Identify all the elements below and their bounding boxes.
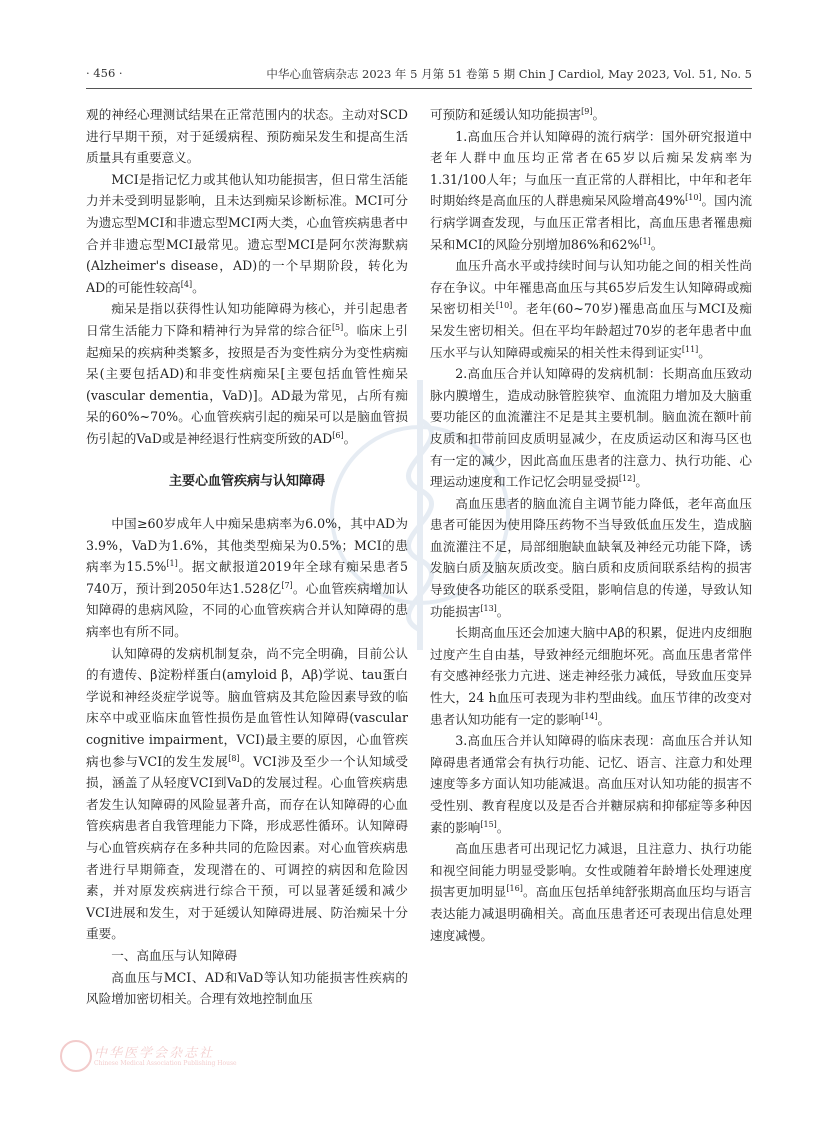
publisher-name: 中华医学会杂志社 (94, 1046, 215, 1061)
page-number: · 456 · (86, 66, 123, 80)
citation[interactable]: [16] (506, 884, 523, 894)
citation[interactable]: [10] (495, 301, 513, 311)
paragraph: 高血压患者的脑血流自主调节能力降低，老年高血压患者可能因为使用降压药物不当导致低血压发生，造成脑血流灌注不足，局部细胞缺血缺氧及神经元功能下降，诱发脑白质及脑灰质改变。脑白质和皮质间联系结构的损害导致使各功能区的联系受阻，影响信息的传递，导致认知功能损害[13]。 (430, 495, 752, 619)
journal-citation: 中华心血管病杂志 2023 年 5 月第 51 卷第 5 期 Chin J Cardiol, May 2023, Vol. 51, No. 5 (266, 67, 752, 81)
citation[interactable]: [9] (581, 106, 593, 116)
citation[interactable]: [13] (480, 603, 497, 613)
citation[interactable]: [1] (166, 559, 178, 569)
left-column (86, 104, 408, 1064)
citation[interactable]: [12] (618, 473, 636, 483)
citation[interactable]: [7] (281, 580, 293, 590)
publisher-logo (60, 1038, 360, 1078)
citation[interactable]: [14] (581, 711, 598, 721)
paragraph: 可预防和延缓认知功能损害[9]。 (430, 106, 606, 122)
paragraph: 高血压患者可出现记忆力减退，且注意力、执行功能和视空间能力明显受影响。女性或随着年龄增长处理速度损害更加明显[16]。高血压包括单纯舒张期高血压均与语言表达能力减退明确相关。高血压患者还可表现出信息处理速度减慢。 (430, 841, 752, 943)
paragraph: 认知障碍的发病机制复杂，尚不完全明确，目前公认的有遗传、β淀粉样蛋白(amyloid β，Aβ)学说、tau蛋白学说和神经炎症学说等。脑血管病及其危险因素导致的临床卒中或亚临床血管性损伤是血管性认知障碍(vascular cognitive impairment，VCI)最主要的原因，心血管疾病也参与VCI的发生发展[8]。VCI涉及至少一个认知域受损，涵盖了从轻度VCI到VaD的发展过程。心血管疾病患者发生认知障碍的风险显著升高，而存在认知障碍的心血管疾病患者自我管理能力下降，形成恶性循环。认知障碍与心血管疾病存在多种共同的危险因素。对心血管疾病患者进行早期筛查，发现潜在的、可调控的病因和危险因素，并对原发疾病进行综合干预，可以显著延缓和减少VCI进展和发生，对于延缓认知障碍进展、防治痴呆十分重要。 (86, 645, 408, 942)
publisher-name-en: Chinese Medical Association Publishing House (94, 1060, 237, 1067)
publisher-seal-icon (60, 1040, 92, 1072)
running-header (86, 66, 752, 86)
paragraph: 2.高血压合并认知障碍的发病机制：长期高血压致动脉内膜增生，造成动脉管腔狭窄、血流阻力增加及大脑重要功能区的血流灌注不足是其主要机制。脑血流在额叶前皮质和扣带前回皮质明显减少，在皮质运动区和海马区也有一定的减少，因此高血压患者的注意力、执行功能、心理运动速度和工作记忆会明显受损[12]。 (430, 366, 752, 490)
citation[interactable]: [1] (639, 236, 651, 246)
citation[interactable]: [8] (228, 753, 240, 763)
citation[interactable]: [6] (332, 430, 344, 440)
paragraph: 痴呆是指以获得性认知功能障碍为核心，并引起患者日常生活能力下降和精神行为异常的综合征[5]。临床上引起痴呆的疾病种类繁多，按照是否为变性病分为变性病痴呆(主要包括AD)和非变性病痴呆[主要包括血管性痴呆(vascular dementia，VaD)]。AD最为常见，占所有痴呆的60%~70%。心血管疾病引起的痴呆可以是脑血管损伤引起的VaD或是神经退行性病变所致的AD[6]。 (86, 301, 408, 446)
citation[interactable]: [10] (685, 193, 702, 203)
paragraph: MCI是指记忆力或其他认知功能损害，但日常生活能力并未受到明显影响，且未达到痴呆诊断标准。MCI可分为遗忘型MCI和非遗忘型MCI两大类，心血管疾病患者中合并非遗忘型MCI最常见。遗忘型MCI是阿尔茨海默病(Alzheimer's disease，AD)的一个早期阶段，转化为AD的可能性较高[4]。 (86, 171, 408, 295)
citation[interactable]: [4] (180, 279, 193, 289)
citation[interactable]: [5] (331, 322, 344, 332)
paragraph: 3.高血压合并认知障碍的临床表现：高血压合并认知障碍患者通常会有执行功能、记忆、语言、注意力和处理速度等多方面认知功能减退。高血压对认知功能的损害不受性别、教育程度以及是否合并糖尿病和抑郁症等多种因素的影响[15]。 (430, 733, 752, 835)
citation[interactable]: [11] (681, 344, 699, 354)
paragraph: 1.高血压合并认知障碍的流行病学：国外研究报道中老年人群中血压均正常者在65岁以后痴呆发病率为1.31/100人年；与血压一直正常的人群相比，中年和老年时期始终是高血压的人群患痴呆风险增高49%[10]。国内流行病学调查发现，与血压正常者相比，高血压患者罹患痴呆和MCI的风险分别增加86%和62%[1]。 (430, 128, 752, 252)
paragraph: 中国≥60岁成年人中痴呆患病率为6.0%，其中AD为3.9%，VaD为1.6%，其他类型痴呆为0.5%；MCI的患病率为15.5%[1]。据文献报道2019年全球有痴呆患者5 740万，预计到2050年达1.528亿[7]。心血管疾病增加认知障碍的患病风险，不同的心血管疾病合并认知障碍的患病率也有所不同。 (86, 516, 408, 640)
header-rule (86, 88, 752, 89)
paragraph: 高血压与MCI、AD和VaD等认知功能损害性疾病的风险增加密切相关。合理有效地控制血压 (86, 969, 408, 1007)
citation[interactable]: [15] (480, 819, 497, 829)
paragraph: 长期高血压还会加速大脑中Aβ的积累，促进内皮细胞过度产生自由基，导致神经元细胞坏死。高血压患者常伴有交感神经张力亢进、迷走神经张力减低，导致血压变异性大，24 h血压可表现为非杓型曲线。血压节律的改变对患者认知功能有一定的影响[14]。 (430, 625, 752, 727)
right-column (430, 104, 752, 1064)
subsection-heading: 一、高血压与认知障碍 (111, 947, 238, 963)
paragraph: 血压升高水平或持续时间与认知功能之间的相关性尚存在争议。中年罹患高血压与其65岁后发生认知障碍或痴呆密切相关[10]。老年(60~70岁)罹患高血压与MCI及痴呆发生密切相关。但在平均年龄超过70岁的老年患者中血压水平与认知障碍或痴呆的相关性未得到证实[11]。 (430, 258, 752, 360)
paragraph: 观的神经心理测试结果在正常范围内的状态。主动对SCD进行早期干预，对于延缓病程、预防痴呆发生和提高生活质量具有重要意义。 (86, 107, 408, 166)
section-heading: 主要心血管疾病与认知障碍 (168, 473, 325, 489)
